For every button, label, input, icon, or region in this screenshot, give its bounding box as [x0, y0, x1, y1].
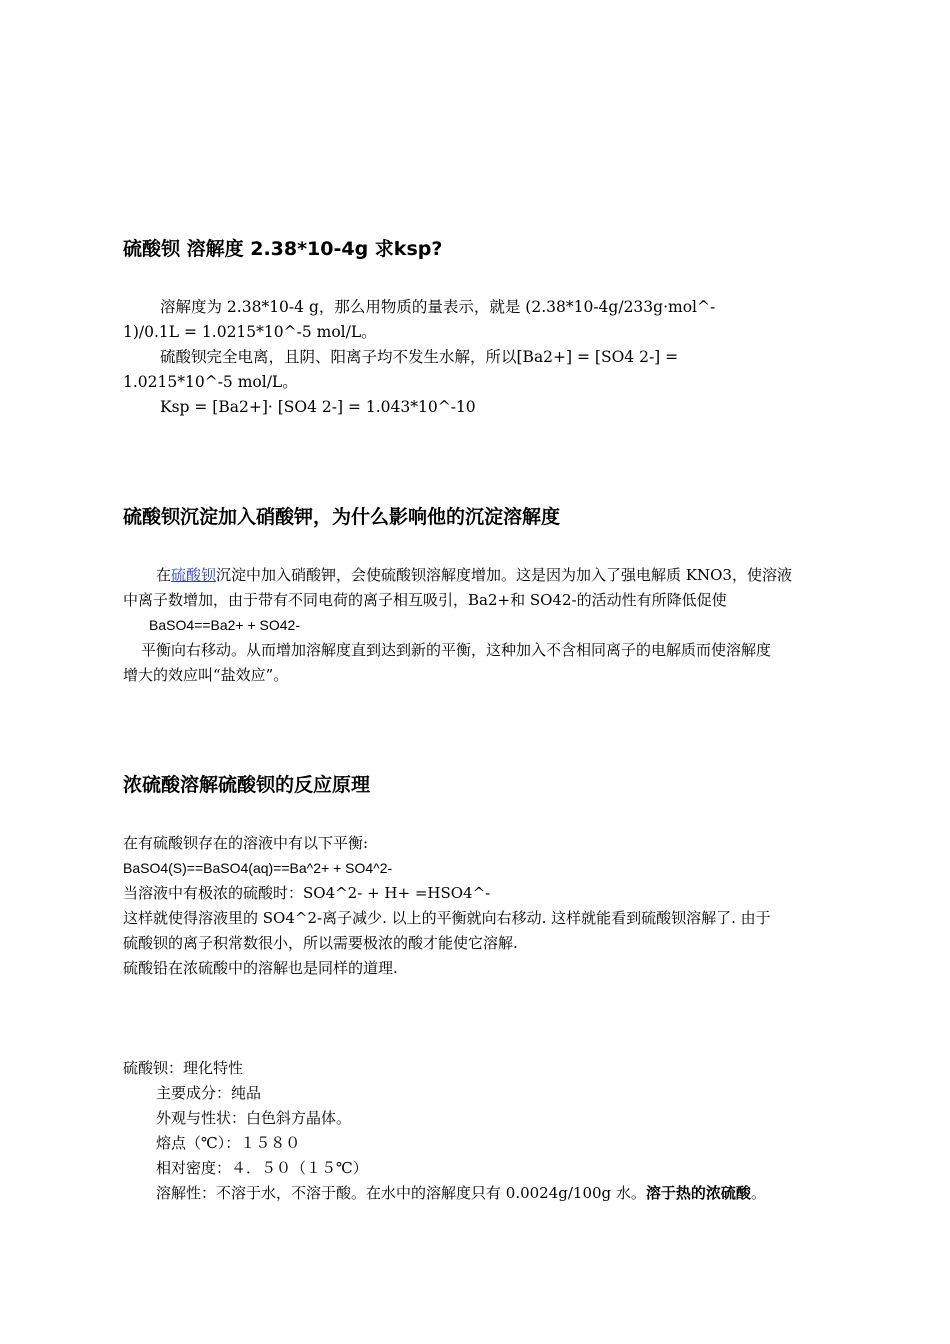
property-line: 外观与性状：白色斜方晶体。 [156, 1109, 352, 1127]
equation-line: BaSO4==Ba2+ + SO42- [149, 617, 300, 633]
property-line: 主要成分：纯品 [156, 1084, 262, 1102]
properties-title: 硫酸钡：理化特性 [123, 1059, 244, 1077]
body-line: 当溶液中有极浓的硫酸时：SO4^2- + H+ =HSO4^- [123, 884, 491, 902]
body-line: 1.0215*10^-5 mol/L。 [123, 373, 298, 391]
body-line: 这样就使得溶液里的 SO4^2-离子减少. 以上的平衡就向右移动. 这样就能看到硫酸钡溶解了. 由于 [123, 909, 771, 927]
text-fragment: 溶解性：不溶于水，不溶于酸。在水中的溶解度只有 0.0024g/100g 水。 [156, 1184, 646, 1202]
section-body-properties [123, 1056, 863, 1206]
section-heading-conc-acid: 浓硫酸溶解硫酸钡的反应原理 [123, 774, 371, 796]
body-line: 1)/0.1L = 1.0215*10^-5 mol/L。 [123, 323, 377, 341]
body-line: 在有硫酸钡存在的溶液中有以下平衡: [123, 834, 369, 852]
body-line: 平衡向右移动。从而增加溶解度直到达到新的平衡，这种加入不含相同离子的电解质而使溶解度 [141, 641, 772, 659]
text-fragment: 在 [156, 566, 172, 584]
barium-sulfate-link[interactable]: 硫酸钡 [171, 566, 217, 584]
text-fragment: 。 [750, 1184, 766, 1202]
body-line [123, 563, 863, 588]
body-line: 硫酸钡完全电离，且阴、阳离子均不发生水解，所以[Ba2+] = [SO4 2-] = [160, 348, 679, 366]
body-line: 溶解度为 2.38*10-4 g，那么用物质的量表示，就是 (2.38*10-4g/233g·mol^- [160, 298, 716, 316]
property-line: 相对密度：４．５０（１５℃） [156, 1159, 368, 1177]
body-line: 增大的效应叫“盐效应”。 [123, 666, 289, 684]
bold-text: 溶于热的浓硫酸 [645, 1184, 751, 1202]
body-line: 中离子数增加，由于带有不同电荷的离子相互吸引，Ba2+和 SO42-的活动性有所降低促使 [123, 591, 727, 609]
property-line [123, 1181, 863, 1206]
section-body-conc-acid [123, 831, 863, 981]
property-line: 熔点（℃）：１５８０ [156, 1134, 301, 1152]
text-fragment: 沉淀中加入硝酸钾，会使硫酸钡溶解度增加。这是因为加入了强电解质 KNO3，使溶液 [216, 566, 792, 584]
body-line: 硫酸钡的离子积常数很小，所以需要极浓的酸才能使它溶解. [123, 934, 518, 952]
section-heading-ksp: 硫酸钡 溶解度 2.38*10-4g 求ksp? [123, 238, 443, 260]
section-body-ksp [123, 295, 863, 420]
section-body-salt-effect [123, 563, 863, 688]
section-heading-salt-effect: 硫酸钡沉淀加入硝酸钾，为什么影响他的沉淀溶解度 [123, 506, 561, 528]
body-line: 硫酸铅在浓硫酸中的溶解也是同样的道理. [123, 959, 398, 977]
equation-line: BaSO4(S)==BaSO4(aq)==Ba^2+ + SO4^2- [123, 860, 393, 876]
body-line: Ksp = [Ba2+]· [SO4 2-] = 1.043*10^-10 [160, 398, 476, 416]
